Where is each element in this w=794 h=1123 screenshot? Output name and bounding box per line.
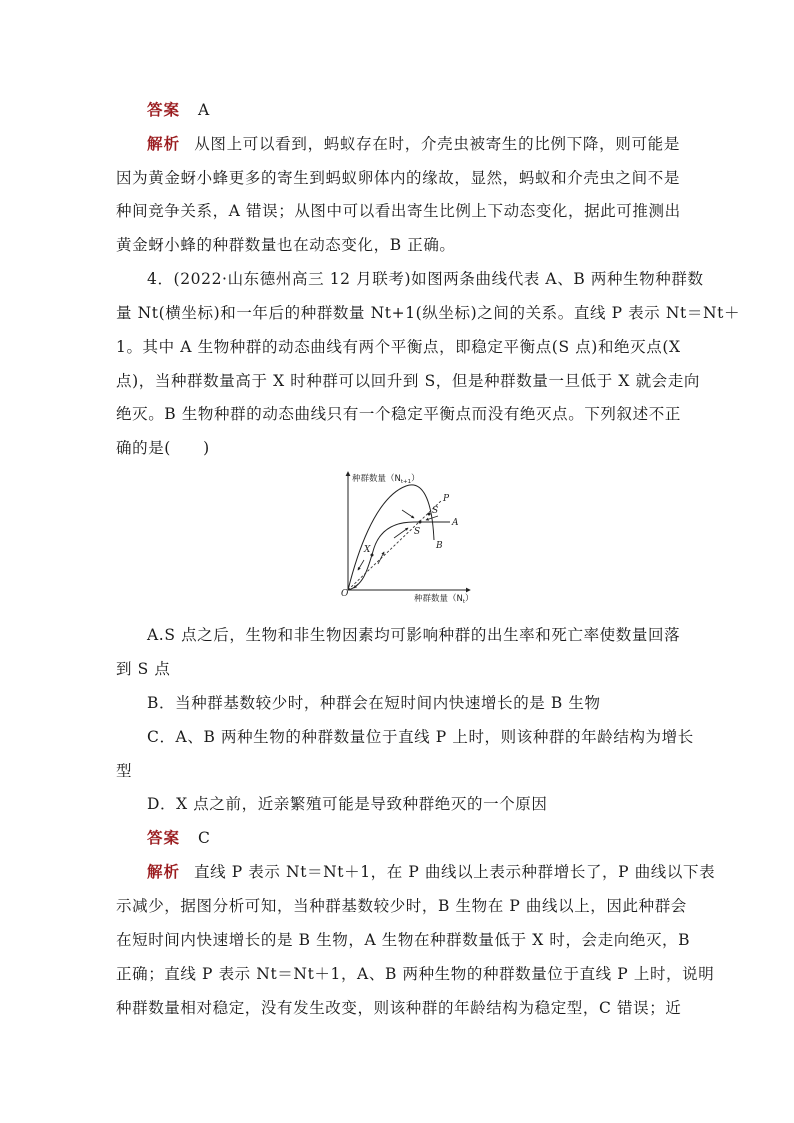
q4-stem-line-1: 4．(2022·山东德州高三 12 月联考)如图两条曲线代表 A、B 两种生物种群数: [147, 270, 704, 288]
q4-answer-label: 答案: [147, 829, 181, 847]
y-axis-label: 种群数量$(N_{t+1})$: [352, 474, 420, 485]
q4-stem-line-6: 确的是( ): [116, 439, 210, 457]
q4-analysis-line-3: 在短时间内快速增长的是 B 生物，A 生物在种群数量低于 X 时，会走向绝灭，B: [116, 931, 691, 949]
curve-a-label: A: [452, 518, 459, 528]
origin-label: O: [341, 589, 349, 599]
q3-analysis-line-3: 种间竞争关系，A 错误；从图中可以看出寄生比例上下动态变化，据此可推测出: [116, 202, 681, 220]
curve-a: [348, 522, 450, 590]
line-p-label: P: [443, 494, 450, 504]
q4-stem-line-2: 量 Nt(横坐标)和一年后的种群数量 Nt+1(纵坐标)之间的关系。直线 P 表示 Nt＝Nt＋: [116, 304, 741, 322]
q4-analysis-line-2: 示减少，据图分析可知，当种群基数较少时，B 生物在 P 曲线以上，因此种群会: [116, 897, 687, 915]
q3-answer-value: A: [198, 101, 210, 119]
point-s-lower: [419, 521, 422, 524]
q4-stem-line-5: 绝灭。B 生物种群的动态曲线只有一个稳定平衡点而没有绝灭点。下列叙述不正: [116, 405, 681, 423]
arrow-near-origin: [354, 584, 358, 588]
arrow-down-to-s: [402, 510, 414, 518]
arrow-to-extinction: [358, 560, 364, 570]
population-dynamics-figure: [334, 468, 474, 608]
q4-stem-line-3: 1。其中 A 生物种群的动态曲线有两个平衡点，即稳定平衡点(S 点)和绝灭点(X: [116, 338, 681, 356]
q3-answer-label: 答案: [147, 101, 181, 119]
option-c-line-2: 型: [116, 762, 133, 780]
q4-analysis-label: 解析: [147, 863, 181, 881]
q3-answer-line: [147, 100, 711, 120]
q4-answer-value: C: [198, 829, 211, 847]
q3-analysis-label: 解析: [147, 135, 181, 153]
q3-analysis-line-4: 黄金蚜小蜂的种群数量也在动态变化，B 正确。: [116, 236, 456, 254]
q4-stem-line-4: 点)，当种群数量高于 X 时种群可以回升到 S，但是种群数量一旦低于 X 就会走向: [116, 372, 700, 390]
q4-analysis-line-4: 正确；直线 P 表示 Nt＝Nt＋1，A、B 两种生物的种群数量位于直线 P 上时，说明: [116, 965, 715, 983]
arrow-rise-from-x: [378, 552, 384, 564]
curve-b-label: B: [436, 541, 443, 551]
option-d: D．X 点之前，近亲繁殖可能是导致种群绝灭的一个原因: [147, 795, 548, 813]
option-b: B．当种群基数较少时，种群会在短时间内快速增长的是 B 生物: [147, 694, 601, 712]
q4-analysis-line-1: 解析 直线 P 表示 Nt＝Nt＋1，在 P 曲线以上表示种群增长了，P 曲线以下表: [147, 863, 716, 881]
q3-analysis-line-1: 解析 从图上可以看到，蚂蚁存在时，介壳虫被寄生的比例下降，则可能是: [147, 135, 680, 153]
q4-analysis-line-5: 种群数量相对稳定，没有发生改变，则该种群的年龄结构为稳定型，C 错误；近: [116, 999, 682, 1017]
arrow-up-to-s: [394, 528, 408, 538]
option-a-line-2: 到 S 点: [116, 660, 171, 678]
point-s-lower-label: S: [414, 527, 421, 537]
x-axis-label: 种群数量$(N_t)$: [414, 594, 474, 605]
point-x-label: X: [364, 545, 371, 555]
point-s-upper: [428, 513, 431, 516]
q3-analysis-line-2: 因为黄金蚜小蜂更多的寄生到蚂蚁卵体内的缘故，显然，蚂蚁和介壳虫之间不是: [116, 169, 680, 187]
option-a-line-1: A.S 点之后，生物和非生物因素均可影响种群的出生率和死亡率使数量回落: [147, 626, 681, 644]
curve-b: [348, 485, 434, 590]
q4-answer-line: [147, 828, 711, 848]
point-s-upper-label: S: [432, 506, 439, 516]
option-c-line-1: C．A、B 两种生物的种群数量位于直线 P 上时，则该种群的年龄结构为增长: [147, 728, 694, 746]
population-dynamics-svg: [334, 468, 474, 608]
point-x: [371, 554, 374, 557]
